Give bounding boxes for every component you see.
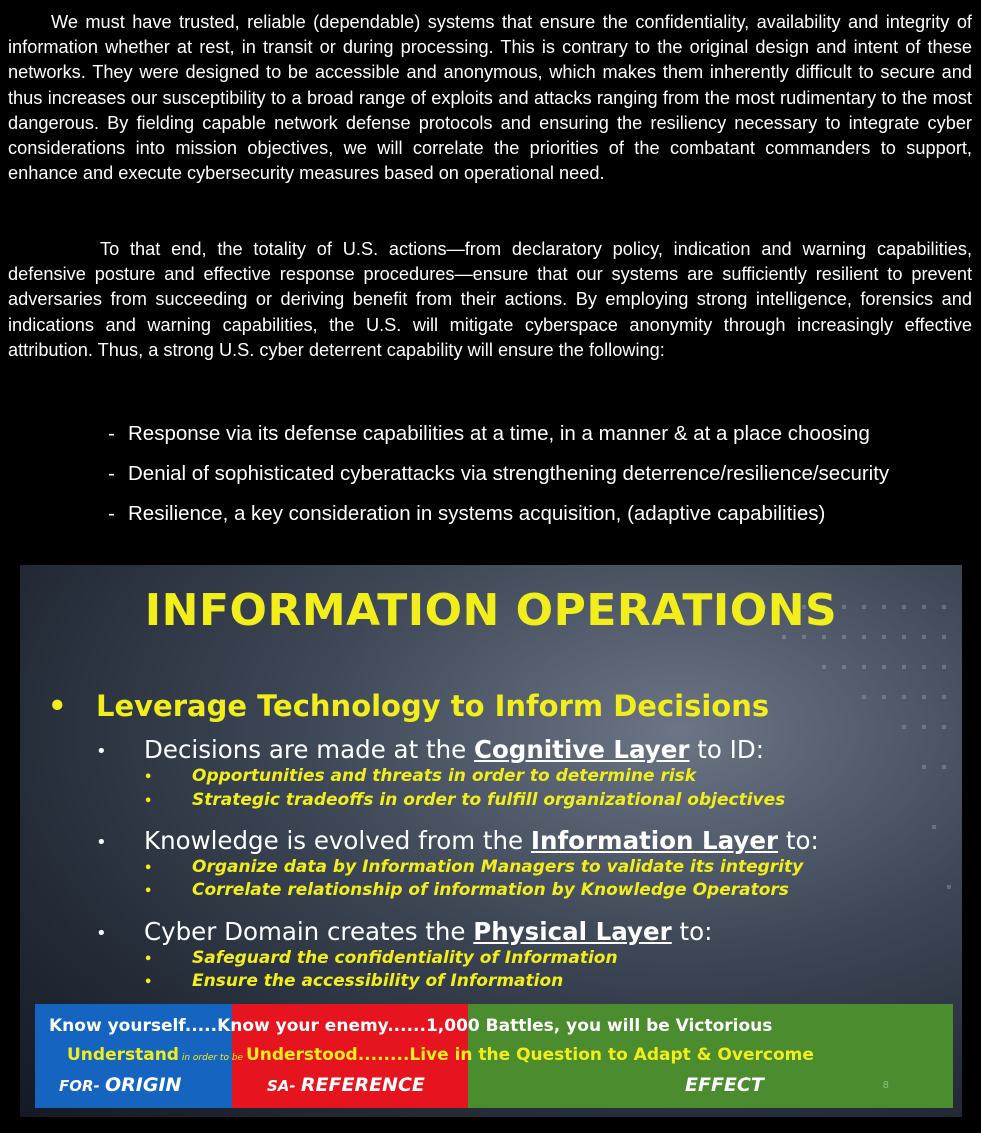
main-point: • Leverage Technology to Inform Decisions (48, 689, 770, 723)
slide-title: INFORMATION OPERATIONS (144, 585, 838, 636)
intro-paragraph-2: To that end, the totality of U.S. actions—from declaratory policy, indication and warning capabilities, defensive posture and effective response procedures—ensure that our systems are sufficiently resilient to prevent adversaries from succeeding or deriving benefit from their actions. By employing strong intelligence, forensics and indications and warning capabilities, the U.S. will mitigate cyberspace anonymity through increasingly effective attribution. Thus, a strong U.S. cyber deterrent capability will ensure the following: (8, 239, 972, 360)
intro-paragraph-1: We must have trusted, reliable (dependable) systems that ensure the confidentiality, availability and integrity of information whether at rest, in transit or during processing. This is contrary to the original design and intent of these networks. They were designed to be accessible and anonymous, which makes them inherently difficult to secure and thus increases our susceptibility to a broad range of exploits and attacks ranging from the most rudimentary to the most dangerous. By fielding capable network defense protocols and ensuring the resiliency necessary to integrate cyber considerations into mission objectives, we will correlate the priorities of the combatant commanders to support, enhance and execute cybersecurity measures based on operational need. (8, 12, 972, 184)
sub-item: • Ensure the accessibility of Information (144, 971, 564, 991)
banner-line-1: Know yourself.....Know your enemy......1,000 Battles, you will be Victorious (49, 1016, 773, 1036)
layer-heading-information: • Knowledge is evolved from the Information Layer to: (96, 826, 819, 855)
list-item: - Response via its defense capabilities at a time, in a manner & at a place choosing (108, 422, 870, 445)
strategy-banner (35, 1004, 953, 1108)
cognitive-layer-label: Cognitive Layer (473, 735, 690, 764)
origin-label: FOR- ORIGIN (59, 1074, 182, 1096)
sub-item: • Strategic tradeoffs in order to fulfill organizational objectives (144, 790, 786, 810)
layer-heading-physical: • Cyber Domain creates the Physical Layer to: (96, 917, 713, 946)
physical-layer-label: Physical Layer (473, 917, 672, 946)
reference-label: SA- REFERENCE (267, 1074, 425, 1096)
effect-label: EFFECT (685, 1074, 764, 1096)
sub-item: • Organize data by Information Managers to validate its integrity (144, 857, 804, 877)
slide-page-number: 8 (882, 1080, 889, 1091)
main-point-text: Leverage Technology to Inform Decisions (96, 689, 770, 723)
information-layer-label: Information Layer (530, 826, 779, 855)
layer-heading-cognitive: • Decisions are made at the Cognitive Layer to ID: (96, 735, 764, 764)
information-operations-slide (20, 565, 962, 1117)
deterrent-list (108, 420, 889, 540)
list-item: - Denial of sophisticated cyberattacks via strengthening deterrence/resilience/security (108, 462, 890, 485)
list-item-text: Denial of sophisticated cyberattacks via strengthening deterrence/resilience/security (128, 462, 890, 485)
list-item: - Resilience, a key consideration in systems acquisition, (adaptive capabilities) (108, 502, 826, 525)
banner-line-2: Understand in order to be Understood........Live in the Question to Adapt & Overcome (67, 1045, 814, 1065)
sub-item: • Opportunities and threats in order to determine risk (144, 766, 697, 786)
list-item-text: Response via its defense capabilities at a time, in a manner & at a place choosing (128, 422, 870, 445)
sub-item: • Safeguard the confidentiality of Information (144, 948, 618, 968)
list-item-text: Resilience, a key consideration in systems acquisition, (adaptive capabilities) (128, 502, 826, 525)
sub-item: • Correlate relationship of information by Knowledge Operators (144, 880, 789, 900)
